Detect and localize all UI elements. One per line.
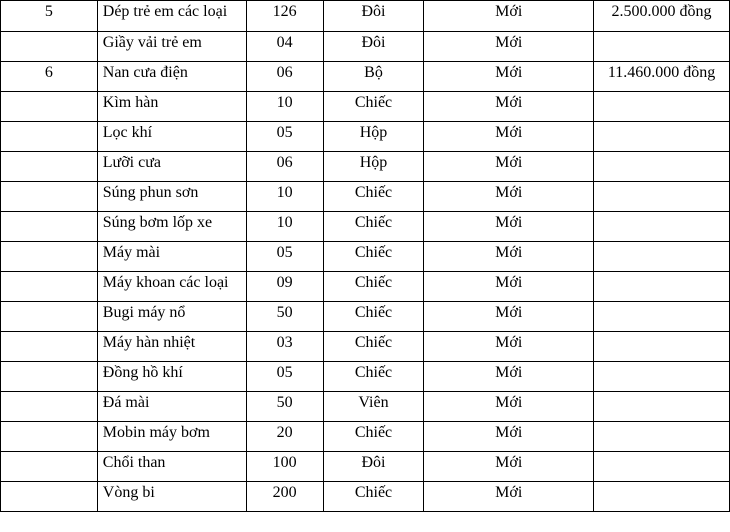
cell-status-text: Mới <box>495 3 523 20</box>
cell-stt <box>1 182 98 212</box>
cell-stt <box>1 122 98 152</box>
cell-quantity <box>246 122 323 152</box>
cell-item-name <box>97 212 246 242</box>
cell-value <box>594 332 730 362</box>
cell-item-name <box>97 452 246 482</box>
cell-stt-text <box>1 272 97 274</box>
cell-stt-text <box>1 32 97 34</box>
cell-status <box>424 182 594 212</box>
table-row <box>1 242 730 272</box>
table-row <box>1 62 730 92</box>
cell-quantity <box>246 422 323 452</box>
cell-quantity <box>246 242 323 272</box>
cell-unit <box>323 182 424 212</box>
cell-value <box>594 182 730 212</box>
cell-value-text <box>594 152 729 154</box>
cell-unit <box>323 32 424 62</box>
cell-status-text: Mới <box>495 214 523 231</box>
cell-status-text: Mới <box>495 484 523 501</box>
cell-stt-text <box>1 482 97 484</box>
cell-value <box>594 92 730 122</box>
table-row <box>1 452 730 482</box>
cell-item-name <box>97 332 246 362</box>
cell-unit-text: Chiếc <box>354 244 393 261</box>
cell-unit <box>323 272 424 302</box>
cell-item-name-text: Đá mài <box>102 394 150 411</box>
cell-status <box>424 422 594 452</box>
cell-stt-text <box>1 182 97 184</box>
table-row <box>1 32 730 62</box>
cell-status-text: Mới <box>495 424 523 441</box>
cell-stt-text: 5 <box>44 3 53 20</box>
cell-item-name <box>97 482 246 512</box>
cell-unit <box>323 452 424 482</box>
cell-unit <box>323 302 424 332</box>
cell-value-text <box>594 242 729 244</box>
cell-status <box>424 62 594 92</box>
cell-value <box>594 32 730 62</box>
cell-unit-text: Chiếc <box>354 334 393 351</box>
cell-item-name-text: Lưỡi cưa <box>102 154 161 171</box>
cell-item-name-text: Máy khoan các loại <box>102 274 229 291</box>
cell-unit-text: Chiếc <box>354 184 393 201</box>
cell-status-text: Mới <box>495 364 523 381</box>
cell-unit <box>323 92 424 122</box>
cell-stt <box>1 212 98 242</box>
cell-quantity-text: 20 <box>276 424 293 441</box>
cell-item-name-text: Đồng hồ khí <box>102 364 183 381</box>
cell-value <box>594 272 730 302</box>
cell-quantity-text: 10 <box>276 94 293 111</box>
cell-quantity <box>246 32 323 62</box>
cell-value <box>594 422 730 452</box>
table-row <box>1 392 730 422</box>
cell-value <box>594 392 730 422</box>
cell-stt <box>1 332 98 362</box>
cell-value <box>594 482 730 512</box>
cell-status-text: Mới <box>495 64 523 81</box>
cell-item-name <box>97 272 246 302</box>
cell-quantity-text: 06 <box>276 154 293 171</box>
cell-unit <box>323 152 424 182</box>
cell-unit <box>323 332 424 362</box>
cell-status <box>424 362 594 392</box>
cell-quantity <box>246 362 323 392</box>
cell-value-text <box>594 332 729 334</box>
cell-value-text <box>594 212 729 214</box>
cell-stt-text <box>1 362 97 364</box>
cell-item-name-text: Giầy vải trẻ em <box>102 34 202 51</box>
table-row <box>1 152 730 182</box>
cell-status-text: Mới <box>495 94 523 111</box>
cell-stt-text: 6 <box>44 64 53 81</box>
cell-stt <box>1 242 98 272</box>
cell-status-text: Mới <box>495 334 523 351</box>
cell-item-name <box>97 32 246 62</box>
cell-item-name-text: Lọc khí <box>102 124 153 141</box>
cell-value-text <box>594 182 729 184</box>
cell-value-text: 2.500.000 đồng <box>611 3 712 20</box>
cell-unit <box>323 422 424 452</box>
table-row <box>1 92 730 122</box>
cell-item-name <box>97 392 246 422</box>
table-body <box>1 1 730 512</box>
cell-item-name-text: Kìm hàn <box>102 94 159 111</box>
cell-item-name <box>97 1 246 32</box>
cell-unit-text: Chiếc <box>354 364 393 381</box>
cell-value <box>594 452 730 482</box>
cell-status-text: Mới <box>495 184 523 201</box>
cell-stt <box>1 272 98 302</box>
cell-value-text <box>594 452 729 454</box>
cell-quantity <box>246 152 323 182</box>
cell-stt-text <box>1 212 97 214</box>
cell-quantity-text: 05 <box>276 124 293 141</box>
cell-unit-text: Bộ <box>364 64 383 81</box>
cell-stt-text <box>1 422 97 424</box>
cell-quantity-text: 05 <box>276 364 293 381</box>
cell-quantity <box>246 302 323 332</box>
cell-status <box>424 302 594 332</box>
table-row <box>1 212 730 242</box>
cell-stt <box>1 62 98 92</box>
cell-status-text: Mới <box>495 274 523 291</box>
table-row <box>1 182 730 212</box>
cell-stt <box>1 1 98 32</box>
cell-unit <box>323 242 424 272</box>
cell-stt-text <box>1 92 97 94</box>
cell-quantity-text: 100 <box>272 454 297 471</box>
cell-value-text <box>594 92 729 94</box>
cell-stt <box>1 32 98 62</box>
cell-value <box>594 1 730 32</box>
cell-quantity <box>246 452 323 482</box>
cell-stt-text <box>1 392 97 394</box>
cell-stt-text <box>1 122 97 124</box>
cell-value <box>594 212 730 242</box>
cell-value <box>594 302 730 332</box>
cell-stt-text <box>1 302 97 304</box>
cell-status <box>424 1 594 32</box>
cell-item-name-text: Súng bơm lốp xe <box>102 214 213 231</box>
cell-item-name <box>97 302 246 332</box>
table-row <box>1 362 730 392</box>
cell-value-text <box>594 422 729 424</box>
cell-status <box>424 32 594 62</box>
cell-item-name <box>97 62 246 92</box>
cell-item-name-text: Mobin máy bơm <box>102 424 210 441</box>
table-row <box>1 272 730 302</box>
cell-value-text <box>594 362 729 364</box>
cell-item-name-text: Máy hàn nhiệt <box>102 334 196 351</box>
cell-status <box>424 482 594 512</box>
cell-unit <box>323 62 424 92</box>
cell-quantity-text: 05 <box>276 244 293 261</box>
cell-quantity <box>246 212 323 242</box>
cell-item-name <box>97 122 246 152</box>
cell-unit-text: Chiếc <box>354 484 393 501</box>
cell-quantity <box>246 332 323 362</box>
cell-item-name-text: Chổi than <box>102 454 166 471</box>
cell-value-text <box>594 482 729 484</box>
cell-quantity-text: 06 <box>276 64 293 81</box>
cell-value <box>594 62 730 92</box>
cell-stt <box>1 452 98 482</box>
cell-stt <box>1 152 98 182</box>
cell-quantity-text: 126 <box>272 3 297 20</box>
cell-quantity <box>246 272 323 302</box>
cell-unit-text: Đôi <box>361 454 386 471</box>
cell-stt <box>1 422 98 452</box>
table-row <box>1 302 730 332</box>
cell-value <box>594 122 730 152</box>
cell-status <box>424 392 594 422</box>
cell-value-text <box>594 122 729 124</box>
cell-value-text <box>594 32 729 34</box>
cell-status <box>424 212 594 242</box>
cell-status-text: Mới <box>495 124 523 141</box>
cell-status <box>424 152 594 182</box>
cell-value-text: 11.460.000 đồng <box>607 64 716 81</box>
cell-quantity <box>246 182 323 212</box>
cell-stt-text <box>1 152 97 154</box>
table-row <box>1 122 730 152</box>
cell-value-text <box>594 302 729 304</box>
cell-value-text <box>594 392 729 394</box>
cell-item-name <box>97 242 246 272</box>
cell-unit <box>323 362 424 392</box>
cell-status <box>424 452 594 482</box>
cell-status-text: Mới <box>495 394 523 411</box>
cell-status-text: Mới <box>495 304 523 321</box>
cell-quantity-text: 10 <box>276 184 293 201</box>
cell-status <box>424 122 594 152</box>
cell-unit-text: Đôi <box>361 34 386 51</box>
cell-quantity-text: 03 <box>276 334 293 351</box>
cell-unit-text: Chiếc <box>354 424 393 441</box>
cell-value <box>594 242 730 272</box>
cell-stt <box>1 362 98 392</box>
cell-quantity <box>246 482 323 512</box>
cell-item-name-text: Vòng bi <box>102 484 155 501</box>
cell-status <box>424 242 594 272</box>
cell-status-text: Mới <box>495 454 523 471</box>
cell-quantity <box>246 62 323 92</box>
cell-item-name <box>97 92 246 122</box>
cell-item-name-text: Máy mài <box>102 244 161 261</box>
table-row <box>1 1 730 32</box>
cell-unit <box>323 482 424 512</box>
cell-unit-text: Chiếc <box>354 304 393 321</box>
cell-unit <box>323 1 424 32</box>
cell-value <box>594 362 730 392</box>
cell-item-name <box>97 422 246 452</box>
cell-item-name <box>97 362 246 392</box>
cell-item-name <box>97 182 246 212</box>
cell-item-name-text: Súng phun sơn <box>102 184 199 201</box>
cell-status-text: Mới <box>495 244 523 261</box>
cell-status <box>424 272 594 302</box>
cell-quantity <box>246 1 323 32</box>
cell-unit-text: Chiếc <box>354 274 393 291</box>
cell-value <box>594 152 730 182</box>
cell-quantity-text: 09 <box>276 274 293 291</box>
cell-quantity-text: 50 <box>276 304 293 321</box>
cell-unit-text: Hộp <box>359 154 388 171</box>
table-row <box>1 422 730 452</box>
cell-unit-text: Chiếc <box>354 214 393 231</box>
cell-status-text: Mới <box>495 34 523 51</box>
cell-unit <box>323 212 424 242</box>
cell-value-text <box>594 272 729 274</box>
cell-item-name <box>97 152 246 182</box>
table-row <box>1 482 730 512</box>
cell-unit-text: Hộp <box>359 124 388 141</box>
cell-unit <box>323 392 424 422</box>
cell-status <box>424 332 594 362</box>
cell-status-text: Mới <box>495 154 523 171</box>
cell-stt <box>1 482 98 512</box>
cell-unit-text: Chiếc <box>354 94 393 111</box>
cell-quantity <box>246 92 323 122</box>
cell-stt-text <box>1 452 97 454</box>
cell-stt <box>1 302 98 332</box>
cell-quantity <box>246 392 323 422</box>
cell-unit-text: Đôi <box>361 3 386 20</box>
table-row <box>1 332 730 362</box>
cell-unit-text: Viên <box>358 394 389 411</box>
cell-stt <box>1 92 98 122</box>
cell-item-name-text: Dép trẻ em các loại <box>102 3 228 20</box>
cell-stt-text <box>1 332 97 334</box>
cell-item-name-text: Bugi máy nổ <box>102 304 186 321</box>
cell-quantity-text: 200 <box>272 484 297 501</box>
cell-quantity-text: 50 <box>276 394 293 411</box>
cell-stt-text <box>1 242 97 244</box>
cell-stt <box>1 392 98 422</box>
cell-unit <box>323 122 424 152</box>
cell-quantity-text: 04 <box>276 34 293 51</box>
cell-status <box>424 92 594 122</box>
cell-item-name-text: Nan cưa điện <box>102 64 188 81</box>
cell-quantity-text: 10 <box>276 214 293 231</box>
